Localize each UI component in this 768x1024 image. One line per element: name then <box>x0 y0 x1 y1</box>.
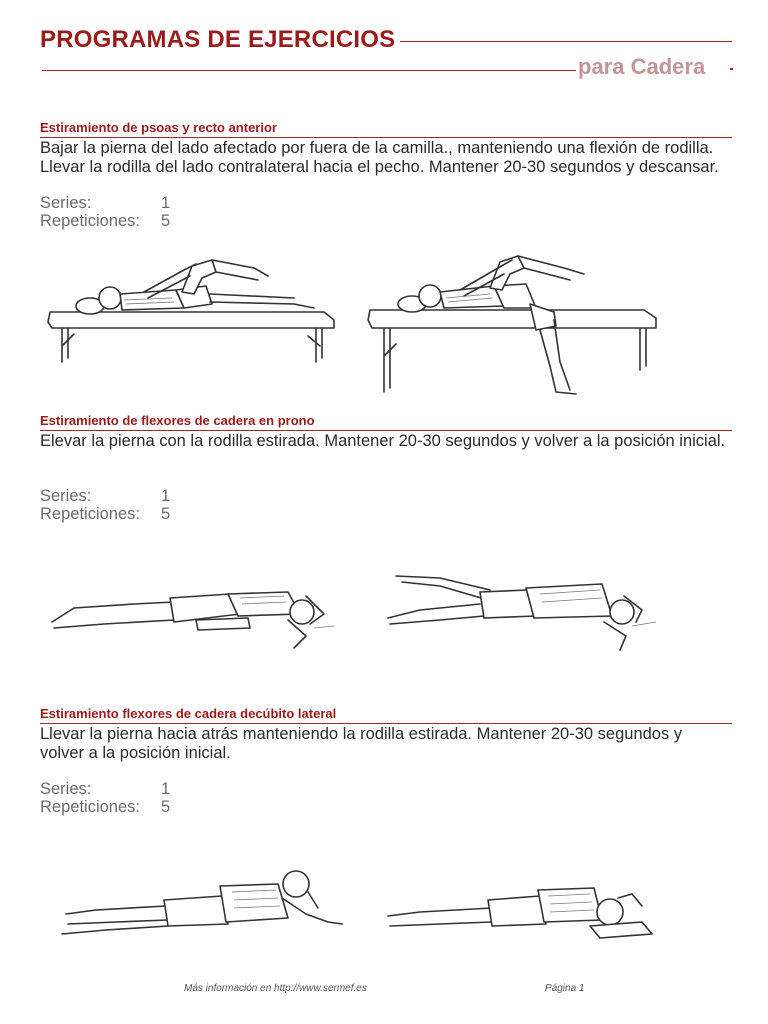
exercise-1-title: Estiramiento de psoas y recto anterior <box>40 120 277 135</box>
exercise-2-illustration-end <box>380 560 660 660</box>
exercise-3-rule <box>40 723 732 724</box>
exercise-2-rule <box>40 430 732 431</box>
exercise-3-title: Estiramiento flexores de cadera decúbito lateral <box>40 706 337 721</box>
exercise-3-illustration-start <box>56 864 346 948</box>
series-value: 1 <box>161 487 171 505</box>
reps-value: 5 <box>161 212 171 230</box>
series-value: 1 <box>161 194 171 212</box>
exercise-3-reps <box>40 798 170 816</box>
document-title: PROGRAMAS DE EJERCICIOS <box>40 26 396 53</box>
document-subtitle: para Cadera <box>578 54 706 79</box>
exercise-1-description: Bajar la pierna del lado afectado por fuera de la camilla., manteniendo una flexión de rodilla. Llevar la rodilla del lado contralateral hacia el pecho. Mantener 20-30 segundos y descansar. <box>40 139 719 176</box>
subtitle-rule <box>42 70 576 71</box>
series-label: Series: <box>40 194 92 212</box>
exercise-1-rule <box>40 137 732 138</box>
exercise-1-series <box>40 194 170 212</box>
footer-page-number: Página 1 <box>545 983 585 994</box>
series-value: 1 <box>161 780 171 798</box>
exercise-2-description: Elevar la pierna con la rodilla estirada. Mantener 20-30 segundos y volver a la posición inicial. <box>40 432 726 450</box>
series-label: Series: <box>40 487 92 505</box>
reps-label: Repeticiones: <box>40 212 140 230</box>
exercise-1-reps <box>40 212 170 230</box>
reps-value: 5 <box>161 798 171 816</box>
reps-value: 5 <box>161 505 171 523</box>
reps-label: Repeticiones: <box>40 798 140 816</box>
footer-info: Más información en http://www.sermef.es <box>184 983 367 994</box>
exercise-3-series <box>40 780 170 798</box>
exercise-3-illustration-end <box>380 876 664 946</box>
exercise-3-description: Llevar la pierna hacia atrás manteniendo la rodilla estirada. Mantener 20-30 segundos y volver a la posición inicial. <box>40 725 683 762</box>
exercise-1-illustration-start <box>44 250 340 370</box>
subtitle-rule-end <box>730 68 733 70</box>
exercise-2-reps <box>40 505 170 523</box>
title-rule <box>400 41 732 42</box>
exercise-2-illustration-start <box>44 584 340 664</box>
exercise-2-series <box>40 487 170 505</box>
series-label: Series: <box>40 780 92 798</box>
exercise-2-title: Estiramiento de flexores de cadera en prono <box>40 413 315 428</box>
reps-label: Repeticiones: <box>40 505 140 523</box>
exercise-1-illustration-end <box>364 250 660 400</box>
